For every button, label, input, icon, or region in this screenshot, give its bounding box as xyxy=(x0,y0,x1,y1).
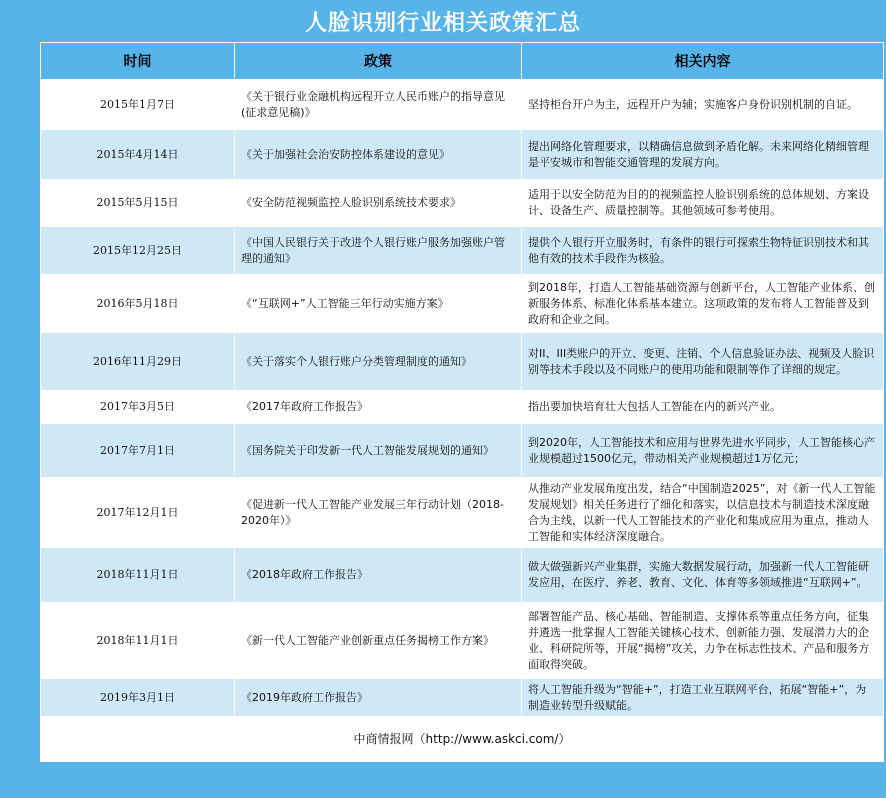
row-date: 2019年3月1日 xyxy=(41,679,235,717)
table-header-row xyxy=(41,43,884,80)
row-content: 指出要加快培育壮大包括人工智能在内的新兴产业。 xyxy=(522,391,884,424)
row-date: 2018年11月1日 xyxy=(41,603,235,679)
row-content: 将人工智能升级为“智能+”，打造工业互联网平台，拓展“智能+”，为制造业转型升级赋能。 xyxy=(522,679,884,717)
row-content: 部署智能产品、核心基础、智能制造、支撑体系等重点任务方向，征集并遴选一批掌握人工智能关键核心技术、创新能力强、发展潜力大的企业、科研院所等，开展“揭榜”攻关，力争在标志性技术、产品和服务方面取得突破。 xyxy=(522,603,884,679)
row-content: 适用于以安全防范为目的的视频监控人脸识别系统的总体规划、方案设计、设备生产、质量控制等。其他领域可参考使用。 xyxy=(522,180,884,227)
table-row xyxy=(41,548,884,603)
row-content: 提供个人银行开立服务时，有条件的银行可探索生物特征识别技术和其他有效的技术手段作为核验。 xyxy=(522,227,884,275)
row-policy: 《新一代人工智能产业创新重点任务揭榜工作方案》 xyxy=(235,603,522,679)
table-row xyxy=(41,227,884,275)
row-policy: 《2018年政府工作报告》 xyxy=(235,548,522,603)
header-policy: 政策 xyxy=(235,43,522,80)
row-policy: 《“互联网+”人工智能三年行动实施方案》 xyxy=(235,275,522,333)
row-policy: 《关于银行业金融机构远程开立人民币账户的指导意见(征求意见稿)》 xyxy=(235,80,522,130)
row-date: 2015年5月15日 xyxy=(41,180,235,227)
table-row xyxy=(41,275,884,333)
source-footer: 中商情报网（http://www.askci.com/） xyxy=(41,717,884,762)
row-date: 2015年1月7日 xyxy=(41,80,235,130)
row-date: 2016年11月29日 xyxy=(41,333,235,391)
row-content: 做大做强新兴产业集群，实施大数据发展行动，加强新一代人工智能研发应用，在医疗、养老、教育、文化、体育等多领域推进“互联网+”。 xyxy=(522,548,884,603)
row-content: 坚持柜台开户为主，远程开户为辅；实施客户身份识别机制的自证。 xyxy=(522,80,884,130)
row-policy: 《关于加强社会治安防控体系建设的意见》 xyxy=(235,130,522,180)
row-date: 2015年12月25日 xyxy=(41,227,235,275)
row-date: 2017年12月1日 xyxy=(41,478,235,548)
row-content: 对II、III类账户的开立、变更、注销、个人信息验证办法、视频及人脸识别等技术手段以及不同账户的使用功能和限制等作了详细的规定。 xyxy=(522,333,884,391)
row-date: 2015年4月14日 xyxy=(41,130,235,180)
row-date: 2018年11月1日 xyxy=(41,548,235,603)
footer-row xyxy=(41,717,884,762)
page-title: 人脸识别行业相关政策汇总 xyxy=(304,10,581,36)
header-time: 时间 xyxy=(41,43,235,80)
row-date: 2017年3月5日 xyxy=(41,391,235,424)
row-policy: 《中国人民银行关于改进个人银行账户服务加强账户管理的通知》 xyxy=(235,227,522,275)
row-policy: 《安全防范视频监控人脸识别系统技术要求》 xyxy=(235,180,522,227)
row-policy: 《促进新一代人工智能产业发展三年行动计划（2018-2020年）》 xyxy=(235,478,522,548)
row-content: 从推动产业发展角度出发，结合“中国制造2025”，对《新一代人工智能发展规划》相关任务进行了细化和落实，以信息技术与制造技术深度融合为主线，以新一代人工智能技术的产业化和集成应用为重点，推动人工智能和实体经济深度融合。 xyxy=(522,478,884,548)
table-row xyxy=(41,80,884,130)
table-row xyxy=(41,424,884,478)
table-row xyxy=(41,333,884,391)
table-row xyxy=(41,603,884,679)
table-row xyxy=(41,391,884,424)
row-date: 2017年7月1日 xyxy=(41,424,235,478)
row-policy: 《关于落实个人银行账户分类管理制度的通知》 xyxy=(235,333,522,391)
table-row xyxy=(41,180,884,227)
table-row xyxy=(41,130,884,180)
table-row xyxy=(41,679,884,717)
row-content: 提出网络化管理要求，以精确信息做到矛盾化解。未来网络化精细管理是平安城市和智能交通管理的发展方向。 xyxy=(522,130,884,180)
header-content: 相关内容 xyxy=(522,43,884,80)
row-content: 到2020年，人工智能技术和应用与世界先进水平同步，人工智能核心产业规模超过1500亿元，带动相关产业规模超过1万亿元； xyxy=(522,424,884,478)
row-policy: 《2019年政府工作报告》 xyxy=(235,679,522,717)
table-row xyxy=(41,478,884,548)
row-policy: 《2017年政府工作报告》 xyxy=(235,391,522,424)
policy-table xyxy=(40,42,884,762)
row-policy: 《国务院关于印发新一代人工智能发展规划的通知》 xyxy=(235,424,522,478)
row-date: 2016年5月18日 xyxy=(41,275,235,333)
row-content: 到2018年，打造人工智能基础资源与创新平台，人工智能产业体系、创新服务体系、标准化体系基本建立。这项政策的发布将人工智能普及到政府和企业之间。 xyxy=(522,275,884,333)
